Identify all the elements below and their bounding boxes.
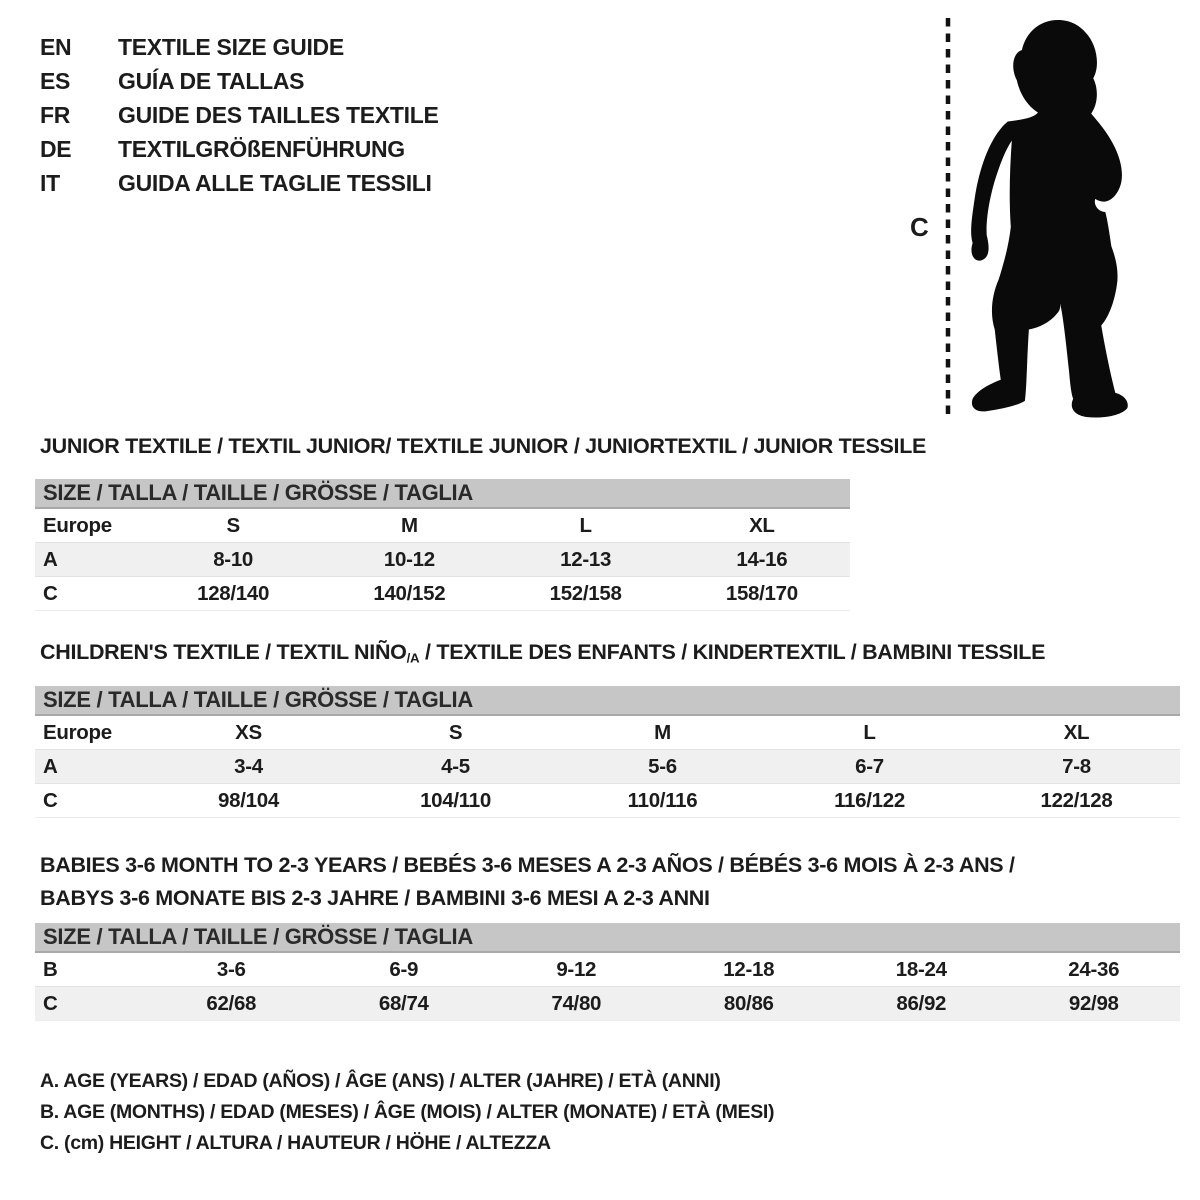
value-cell: 6-7 <box>855 754 884 778</box>
value-cell: 6-9 <box>389 957 419 981</box>
babies-size-table <box>35 923 1180 1021</box>
junior-section-heading: JUNIOR TEXTILE / TEXTIL JUNIOR/ TEXTILE JUNIOR / JUNIORTEXTIL / JUNIOR TESSILE <box>40 434 927 458</box>
value-cell: 80/86 <box>723 991 774 1015</box>
row-label: B <box>43 957 58 981</box>
language-label: TEXTILE SIZE GUIDE <box>118 33 344 60</box>
value-cell: 116/122 <box>834 788 905 812</box>
row-label: A <box>43 754 58 778</box>
table-row <box>35 543 850 577</box>
size-header-band <box>35 923 1180 953</box>
size-cell: L <box>579 513 592 537</box>
value-cell: 3-6 <box>216 957 246 981</box>
children-heading-part1: CHILDREN'S TEXTILE / TEXTIL NIÑO <box>40 640 407 664</box>
language-code: IT <box>40 169 60 196</box>
size-header-label: SIZE / TALLA / TAILLE / GRÖSSE / TAGLIA <box>43 924 473 949</box>
value-cell: 122/128 <box>1040 788 1113 812</box>
language-code: EN <box>40 33 72 60</box>
language-label: GUÍA DE TALLAS <box>118 67 305 94</box>
value-cell: 4-5 <box>441 754 470 778</box>
size-cell: XL <box>749 513 775 537</box>
size-cell: L <box>863 720 876 744</box>
children-size-table <box>35 686 1180 818</box>
language-label: GUIDE DES TAILLES TEXTILE <box>118 101 439 128</box>
value-cell: 3-4 <box>234 754 263 778</box>
value-cell: 104/110 <box>420 788 491 812</box>
list-item <box>40 30 439 64</box>
list-item <box>40 166 439 200</box>
row-label: A <box>43 547 58 571</box>
list-item <box>40 132 439 166</box>
table-row <box>35 577 850 611</box>
size-cell: XL <box>1063 720 1090 744</box>
size-cell: S <box>226 513 240 537</box>
language-label: GUIDA ALLE TAGLIE TESSILI <box>118 169 432 196</box>
row-label: C <box>43 581 58 605</box>
size-cell: M <box>654 720 671 744</box>
children-section-heading <box>40 640 1045 666</box>
value-cell: 8-10 <box>213 547 254 571</box>
toddler-silhouette-icon <box>963 18 1133 420</box>
list-item <box>40 98 439 132</box>
value-cell: 98/104 <box>218 788 279 812</box>
babies-heading-line2: BABYS 3-6 MONATE BIS 2-3 JAHRE / BAMBINI 3-6 MESI A 2-3 ANNI <box>40 886 710 910</box>
row-label: C <box>43 991 58 1015</box>
size-cell: S <box>448 720 463 744</box>
table-row <box>35 750 1180 784</box>
language-code: ES <box>40 67 71 94</box>
height-measure-label: C <box>910 212 929 242</box>
value-cell: 92/98 <box>1068 991 1119 1015</box>
value-cell: 158/170 <box>725 581 798 605</box>
row-label: Europe <box>43 513 112 537</box>
children-heading-part2: / TEXTILE DES ENFANTS / KINDERTEXTIL / BAMBINI TESSILE <box>419 640 1046 664</box>
value-cell: 10-12 <box>383 547 435 571</box>
table-row <box>35 784 1180 818</box>
size-cell: XS <box>235 720 262 744</box>
table-row <box>35 953 1180 987</box>
value-cell: 62/68 <box>206 991 257 1015</box>
value-cell: 18-24 <box>895 957 947 981</box>
value-cell: 86/92 <box>896 991 947 1015</box>
junior-size-table <box>35 479 850 611</box>
language-code: DE <box>40 135 72 162</box>
size-header-band <box>35 479 850 509</box>
legend-line-b: B. AGE (MONTHS) / EDAD (MESES) / ÂGE (MOIS) / ALTER (MONATE) / ETÀ (MESI) <box>40 1101 775 1123</box>
value-cell: 68/74 <box>378 991 429 1015</box>
language-guide-list <box>40 30 439 200</box>
language-label: TEXTILGRÖßENFÜHRUNG <box>118 135 405 162</box>
value-cell: 5-6 <box>648 754 677 778</box>
row-label: Europe <box>43 720 112 744</box>
children-heading-subscript: /A <box>406 650 420 666</box>
list-item <box>40 64 439 98</box>
size-header-band <box>35 686 1180 716</box>
value-cell: 12-18 <box>723 957 775 981</box>
row-label: C <box>43 788 58 812</box>
size-cell: M <box>400 513 418 537</box>
table-row <box>35 716 1180 750</box>
height-measure-line <box>944 16 954 420</box>
language-code: FR <box>40 101 71 128</box>
value-cell: 14-16 <box>736 547 788 571</box>
value-cell: 152/158 <box>549 581 622 605</box>
size-header-label: SIZE / TALLA / TAILLE / GRÖSSE / TAGLIA <box>43 480 473 505</box>
legend-line-a: A. AGE (YEARS) / EDAD (AÑOS) / ÂGE (ANS) / ALTER (JAHRE) / ETÀ (ANNI) <box>40 1070 721 1092</box>
value-cell: 128/140 <box>197 581 270 605</box>
legend-line-c: C. (cm) HEIGHT / ALTURA / HAUTEUR / HÖHE / ALTEZZA <box>40 1132 551 1154</box>
value-cell: 7-8 <box>1062 754 1091 778</box>
size-header-label: SIZE / TALLA / TAILLE / GRÖSSE / TAGLIA <box>43 687 473 712</box>
value-cell: 140/152 <box>373 581 446 605</box>
table-row <box>35 987 1180 1021</box>
value-cell: 110/116 <box>627 788 698 812</box>
babies-heading-line1: BABIES 3-6 MONTH TO 2-3 YEARS / BEBÉS 3-6 MESES A 2-3 AÑOS / BÉBÉS 3-6 MOIS À 2-3 ANS / <box>40 853 1015 877</box>
babies-section-heading <box>40 849 1015 915</box>
value-cell: 9-12 <box>556 957 597 981</box>
measurement-legend <box>40 1066 774 1159</box>
value-cell: 24-36 <box>1068 957 1120 981</box>
value-cell: 12-13 <box>560 547 612 571</box>
value-cell: 74/80 <box>551 991 602 1015</box>
table-row <box>35 509 850 543</box>
